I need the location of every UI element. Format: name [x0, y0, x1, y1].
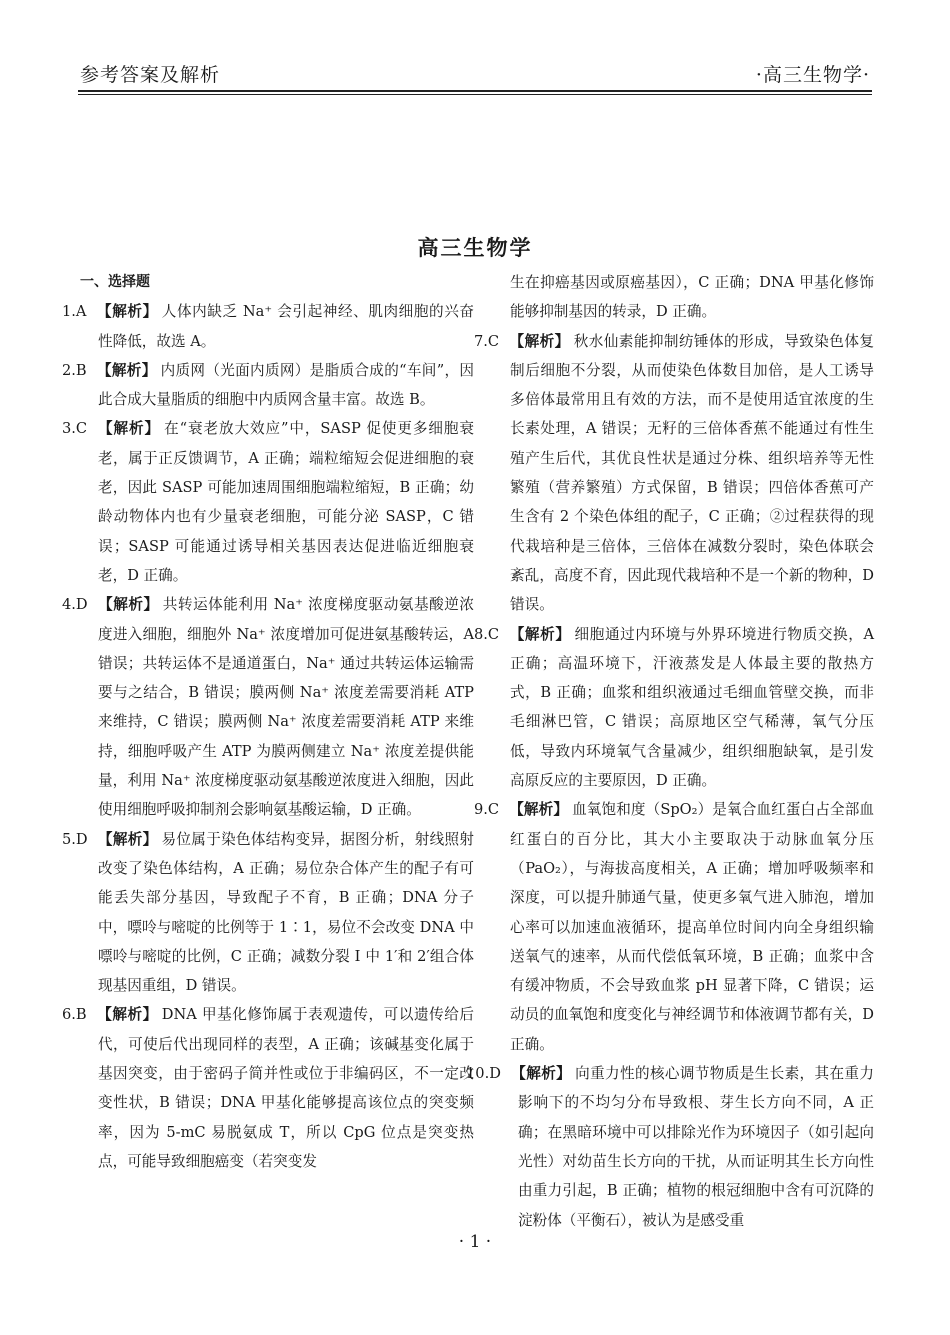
- answer-number: 5.D: [62, 830, 88, 848]
- header-right-title: ·高三生物学·: [755, 64, 870, 86]
- answer-text: 向重力性的核心调节物质是生长素，其在重力影响下的不均匀分布导致根、芽生长方向不同，A 正确；在黑暗环境中可以排除光作为环境因子（如引起向光性）对幼苗生长方向的干扰，从而证明其生长方向性由重力引起，B 正确；植物的根冠细胞中含有可沉降的淀粉体（平衡石），被认为是感受重: [518, 1065, 874, 1229]
- answer-number: 7.C: [474, 332, 500, 350]
- analysis-tag: 【解析】: [96, 1006, 158, 1024]
- header-rule-thin: [78, 94, 872, 95]
- answer-text: DNA 甲基化修饰属于表观遗传，可以遗传给后代，可使后代出现同样的表型，A 正确；该碱基变化属于基因突变，由于密码子简并性或位于非编码区，不一定改变性状，B 错误；DNA 甲基化能够提高该位点的突变频率，因为 5-mC 易脱氨成 T，所以 CpG 位点是突变热点，可能导致细胞癌变（若突变发: [98, 1006, 474, 1170]
- page-number: · 1 ·: [458, 1232, 492, 1252]
- analysis-tag: 【解析】: [96, 303, 158, 321]
- left-column: [62, 268, 474, 1176]
- answer-item-3: [62, 414, 474, 590]
- answer-number: 2.B: [62, 361, 87, 379]
- answer-item-4: [62, 590, 474, 824]
- analysis-tag: 【解析】: [97, 596, 159, 614]
- answer-number: 3.C: [62, 420, 88, 438]
- analysis-tag: 【解析】: [97, 830, 158, 848]
- answer-6-continuation: 生在抑癌基因或原癌基因），C 正确；DNA 甲基化修饰能够抑制基因的转录，D 正确。: [510, 274, 874, 321]
- answer-item-7: [474, 327, 874, 620]
- answer-text: 易位属于染色体结构变异，据图分析，射线照射改变了染色体结构，A 正确；易位杂合体产生的配子有可能丢失部分基因，导致配子不育，B 正确；DNA 分子中，嘌呤与嘧啶的比例等于 1∶1，易位不会改变 DNA 中嘌呤与嘧啶的比例，C 正确；减数分裂 Ⅰ 中 1′和 2′组合体现基因重组，D 错误。: [98, 830, 474, 995]
- header-left-title: 参考答案及解析: [80, 64, 221, 86]
- answer-item-2: [62, 356, 474, 415]
- analysis-tag: 【解析】: [510, 1065, 572, 1083]
- header-rule-thick: [78, 90, 872, 92]
- answer-number: 6.B: [62, 1006, 87, 1024]
- answer-text: 在“衰老放大效应”中，SASP 促使更多细胞衰老，属于正反馈调节，A 正确；端粒缩短会促进细胞的衰老，因此 SASP 可能加速周围细胞端粒缩短，B 正确；幼龄动物体内也有少量衰老细胞，可能分泌 SASP，C 错误；SASP 可能通过诱导相关基因表达促进临近细胞衰老，D 正确。: [98, 420, 474, 584]
- answer-text: 内质网（光面内质网）是脂质合成的“车间”，因此合成大量脂质的细胞中内质网含量丰富。故选 B。: [98, 361, 474, 409]
- answer-item-8: [474, 620, 874, 796]
- analysis-tag: 【解析】: [509, 625, 571, 643]
- answer-item-9: [474, 795, 874, 1059]
- answer-text: 细胞通过内环境与外界环境进行物质交换，A 正确；高温环境下，汗液蒸发是人体最主要的散热方式，B 正确；血浆和组织液通过毛细血管壁交换，而非毛细淋巴管，C 错误；高原地区空气稀薄，氧气分压低，导致内环境氧气含量减少，组织细胞缺氧，是引发高原反应的主要原因，D 正确。: [510, 625, 874, 790]
- answer-text: 人体内缺乏 Na⁺ 会引起神经、肌肉细胞的兴奋性降低，故选 A。: [98, 303, 474, 350]
- answer-item-1: [62, 297, 474, 356]
- answer-item-5: [62, 825, 474, 1001]
- answer-number: 10.D: [466, 1065, 501, 1083]
- answer-item-6: [62, 1000, 474, 1176]
- answer-number: 9.C: [474, 801, 500, 819]
- answer-text: 共转运体能利用 Na⁺ 浓度梯度驱动氨基酸逆浓度进入细胞，细胞外 Na⁺ 浓度增加可促进氨基酸转运，A 错误；共转运体不是通道蛋白，Na⁺ 通过共转运体运输需要与之结合，B 错误；膜两侧 Na⁺ 浓度差需要消耗 ATP 来维持，C 错误；膜两侧 Na⁺ 浓度差需要消耗 ATP 来维持，细胞呼吸产生 ATP 为膜两侧建立 Na⁺ 浓度差提供能量，利用 Na⁺ 浓度梯度驱动氨基酸逆浓度进入细胞，因此使用细胞呼吸抑制剂会影响氨基酸运输，D 正确。: [98, 596, 474, 819]
- right-column: [466, 268, 874, 1235]
- answer-text: 秋水仙素能抑制纺锤体的形成，导致染色体复制后细胞不分裂，从而使染色体数目加倍，是人工诱导多倍体最常用且有效的方法，而不是使用适宜浓度的生长素处理，A 错误；无籽的三倍体香蕉不能通过有性生殖产生后代，其优良性状是通过分株、组织培养等无性繁殖（营养繁殖）方式保留，B 错误；四倍体香蕉可产生含有 2 个染色体组的配子，C 正确；②过程获得的现代栽培种是三倍体，三倍体在减数分裂时，染色体联会紊乱，高度不育，因此现代栽培种不是一个新的物种，D 错误。: [510, 332, 874, 614]
- answer-item-10: [466, 1059, 874, 1235]
- answer-number: 8.C: [474, 625, 500, 643]
- answer-number: 1.A: [62, 303, 87, 321]
- page-title: 高三生物学: [417, 235, 533, 260]
- answer-text: 血氧饱和度（SpO₂）是氧合血红蛋白占全部血红蛋白的百分比，其大小主要取决于动脉血氧分压（PaO₂），与海拔高度相关，A 正确；增加呼吸频率和深度，可以提升肺通气量，使更多氧气进入肺泡，增加心率可以加速血液循环，提高单位时间内向全身组织输送氧气的速率，从而代偿低氧环境，B 正确；血浆中含有缓冲物质，不会导致血浆 pH 显著下降，C 错误；运动员的血氧饱和度变化与神经调节和体液调节都有关，D 正确。: [510, 801, 874, 1053]
- analysis-tag: 【解析】: [96, 361, 157, 379]
- answer-number: 4.D: [62, 596, 88, 614]
- analysis-tag: 【解析】: [509, 332, 570, 350]
- analysis-tag: 【解析】: [509, 801, 569, 819]
- analysis-tag: 【解析】: [97, 420, 161, 438]
- section-heading: 一、选择题: [80, 274, 150, 290]
